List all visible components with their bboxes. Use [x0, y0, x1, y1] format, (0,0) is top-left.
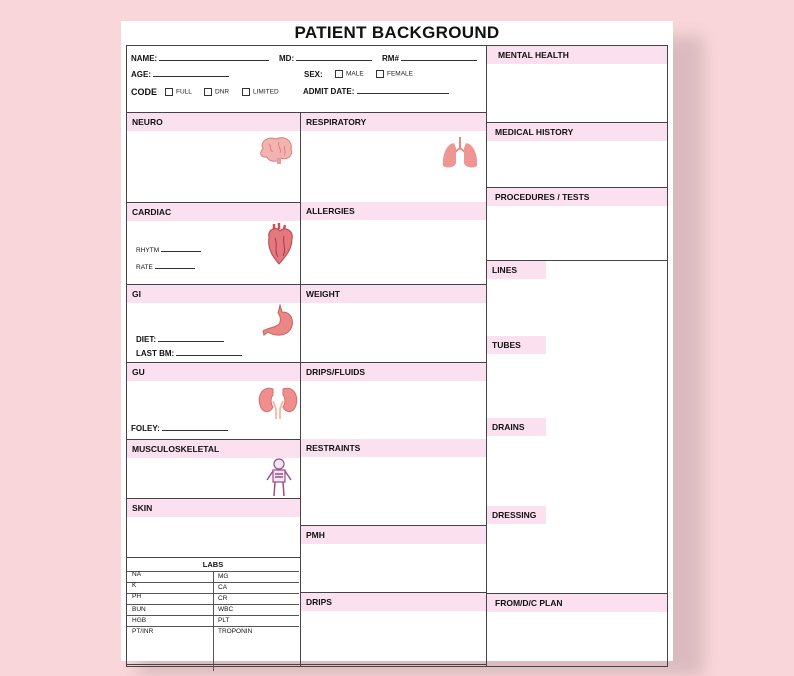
restraints-header: RESTRAINTS [301, 439, 486, 457]
code-label: CODE [131, 87, 158, 97]
skin-header: SKIN [127, 499, 300, 517]
medical-history-header: MEDICAL HISTORY [487, 123, 667, 141]
code-option-limited[interactable]: LIMITED [242, 88, 279, 96]
labs-row: PT/INR TROPONIN [127, 626, 299, 638]
name-label: NAME: [131, 54, 269, 63]
diet-label: DIET: [136, 335, 224, 344]
gu-header: GU [127, 363, 300, 381]
cardiac-header: CARDIAC [127, 203, 300, 221]
sex-option-male[interactable]: MALE [335, 70, 364, 78]
labs-title: LABS [202, 560, 224, 569]
brain-icon [257, 135, 295, 165]
worksheet-page [121, 21, 673, 661]
neuro-header: NEURO [127, 113, 300, 131]
rm-label: RM# [382, 54, 477, 63]
mental-health-header: MENTAL HEALTH [487, 46, 667, 64]
labs-row: PH CR [127, 593, 299, 605]
skeleton-icon [265, 458, 293, 498]
rate-label: RATE [136, 264, 195, 271]
last-bm-label: LAST BM: [136, 349, 242, 358]
code-option-full[interactable]: FULL [165, 88, 192, 96]
stomach-icon [262, 304, 296, 338]
page-title: PATIENT BACKGROUND [294, 23, 500, 42]
kidneys-icon [257, 385, 299, 419]
respiratory-header: RESPIRATORY [301, 113, 486, 131]
musculoskeletal-header: MUSCULOSKELETAL [127, 440, 300, 458]
lines-header: LINES [487, 261, 546, 279]
labs-table [126, 557, 301, 667]
from-dc-plan-header: FROM/D/C PLAN [487, 594, 667, 612]
gi-header: GI [127, 285, 300, 303]
code-option-dnr[interactable]: DNR [204, 88, 229, 96]
dressing-header: DRESSING [487, 506, 546, 524]
weight-header: WEIGHT [301, 285, 486, 303]
labs-row: HGB PLT [127, 615, 299, 627]
drains-header: DRAINS [487, 418, 546, 436]
heart-icon [265, 223, 295, 265]
age-label: AGE: [131, 70, 229, 79]
procedures-tests-header: PROCEDURES / TESTS [487, 188, 667, 206]
labs-row: BUN WBC [127, 604, 299, 616]
sex-label: SEX: [304, 70, 323, 79]
labs-row: K CA [127, 582, 299, 594]
allergies-header: ALLERGIES [301, 202, 486, 220]
foley-label: FOLEY: [131, 424, 228, 433]
tubes-header: TUBES [487, 336, 546, 354]
drips-fluids-header: DRIPS/FLUIDS [301, 363, 486, 381]
rhythm-label: RHYTM [136, 247, 201, 254]
labs-row: NA MG [127, 571, 299, 583]
pmh-header: PMH [301, 526, 486, 544]
drips-header: DRIPS [301, 593, 486, 611]
admit-date-label: ADMIT DATE: [303, 87, 449, 96]
md-label: MD: [279, 54, 372, 63]
lungs-icon [440, 136, 480, 170]
sex-option-female[interactable]: FEMALE [376, 70, 413, 78]
